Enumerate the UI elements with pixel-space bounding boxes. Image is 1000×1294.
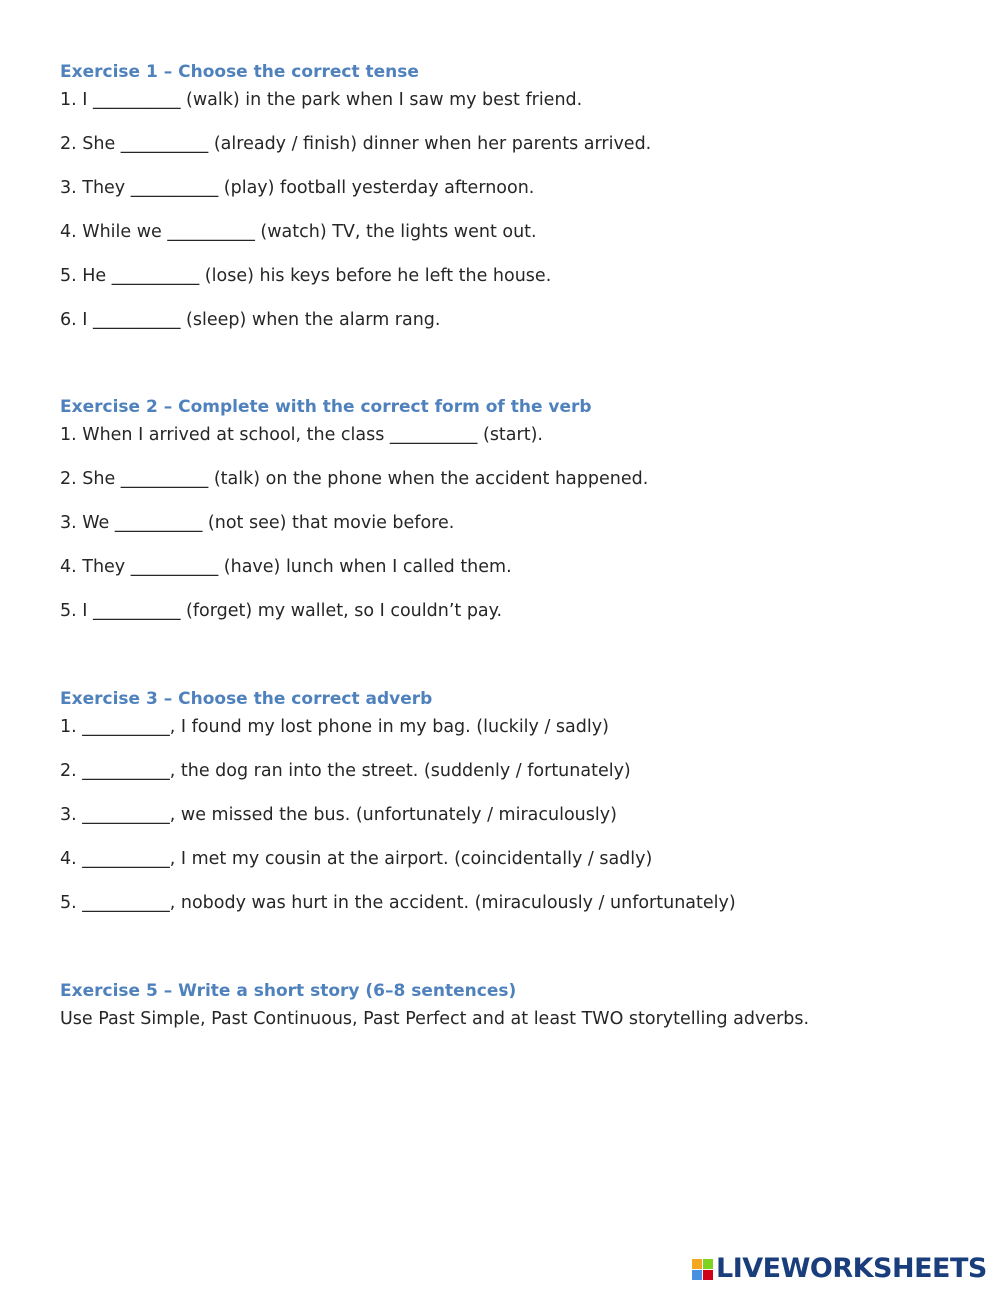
exercise-1-item-3: 3. They __________ (play) football yesterday afternoon. <box>60 178 535 198</box>
exercise-2-item-5: 5. I __________ (forget) my wallet, so I couldn’t pay. <box>60 601 503 621</box>
exercise-3-item-2: 2. __________, the dog ran into the street. (suddenly / fortunately) <box>60 761 631 781</box>
exercise-2-item-3: 3. We __________ (not see) that movie before. <box>60 513 455 533</box>
logo-squares-icon <box>692 1259 713 1280</box>
exercise-3-item-3: 3. __________, we missed the bus. (unfortunately / miraculously) <box>60 805 617 825</box>
exercise-2-item-1: 1. When I arrived at school, the class __________ (start). <box>60 425 543 445</box>
exercise-5 <box>60 979 960 1031</box>
logo-square-l <box>692 1259 702 1269</box>
exercise-5-title: Exercise 5 – Write a short story (6–8 sentences) <box>60 981 517 1001</box>
exercise-1-item-4: 4. While we __________ (watch) TV, the lights went out. <box>60 222 537 242</box>
exercise-2 <box>60 395 960 643</box>
exercise-1-item-2: 2. She __________ (already / finish) dinner when her parents arrived. <box>60 134 652 154</box>
exercise-3-title: Exercise 3 – Choose the correct adverb <box>60 689 433 709</box>
exercise-5-instruction: Use Past Simple, Past Continuous, Past Perfect and at least TWO storytelling adverbs. <box>60 1009 810 1029</box>
exercise-3-item-5: 5. __________, nobody was hurt in the accident. (miraculously / unfortunately) <box>60 893 736 913</box>
logo-square-v <box>692 1270 702 1280</box>
exercise-3-item-4: 4. __________, I met my cousin at the airport. (coincidentally / sadly) <box>60 849 653 869</box>
exercise-2-item-4: 4. They __________ (have) lunch when I called them. <box>60 557 512 577</box>
exercise-2-item-2: 2. She __________ (talk) on the phone when the accident happened. <box>60 469 649 489</box>
exercise-1-item-5: 5. He __________ (lose) his keys before he left the house. <box>60 266 552 286</box>
logo-square-e <box>703 1270 713 1280</box>
exercise-3-item-1: 1. __________, I found my lost phone in my bag. (luckily / sadly) <box>60 717 609 737</box>
exercise-1 <box>60 60 960 352</box>
exercise-1-item-6: 6. I __________ (sleep) when the alarm rang. <box>60 310 441 330</box>
exercise-1-item-1: 1. I __________ (walk) in the park when I saw my best friend. <box>60 90 583 110</box>
liveworksheets-logo <box>692 1255 987 1283</box>
logo-square-i <box>703 1259 713 1269</box>
exercise-2-title: Exercise 2 – Complete with the correct form of the verb <box>60 397 592 417</box>
exercise-3 <box>60 687 960 935</box>
exercise-1-title: Exercise 1 – Choose the correct tense <box>60 62 419 82</box>
logo-text: LIVEWORKSHEETS <box>716 1253 987 1284</box>
